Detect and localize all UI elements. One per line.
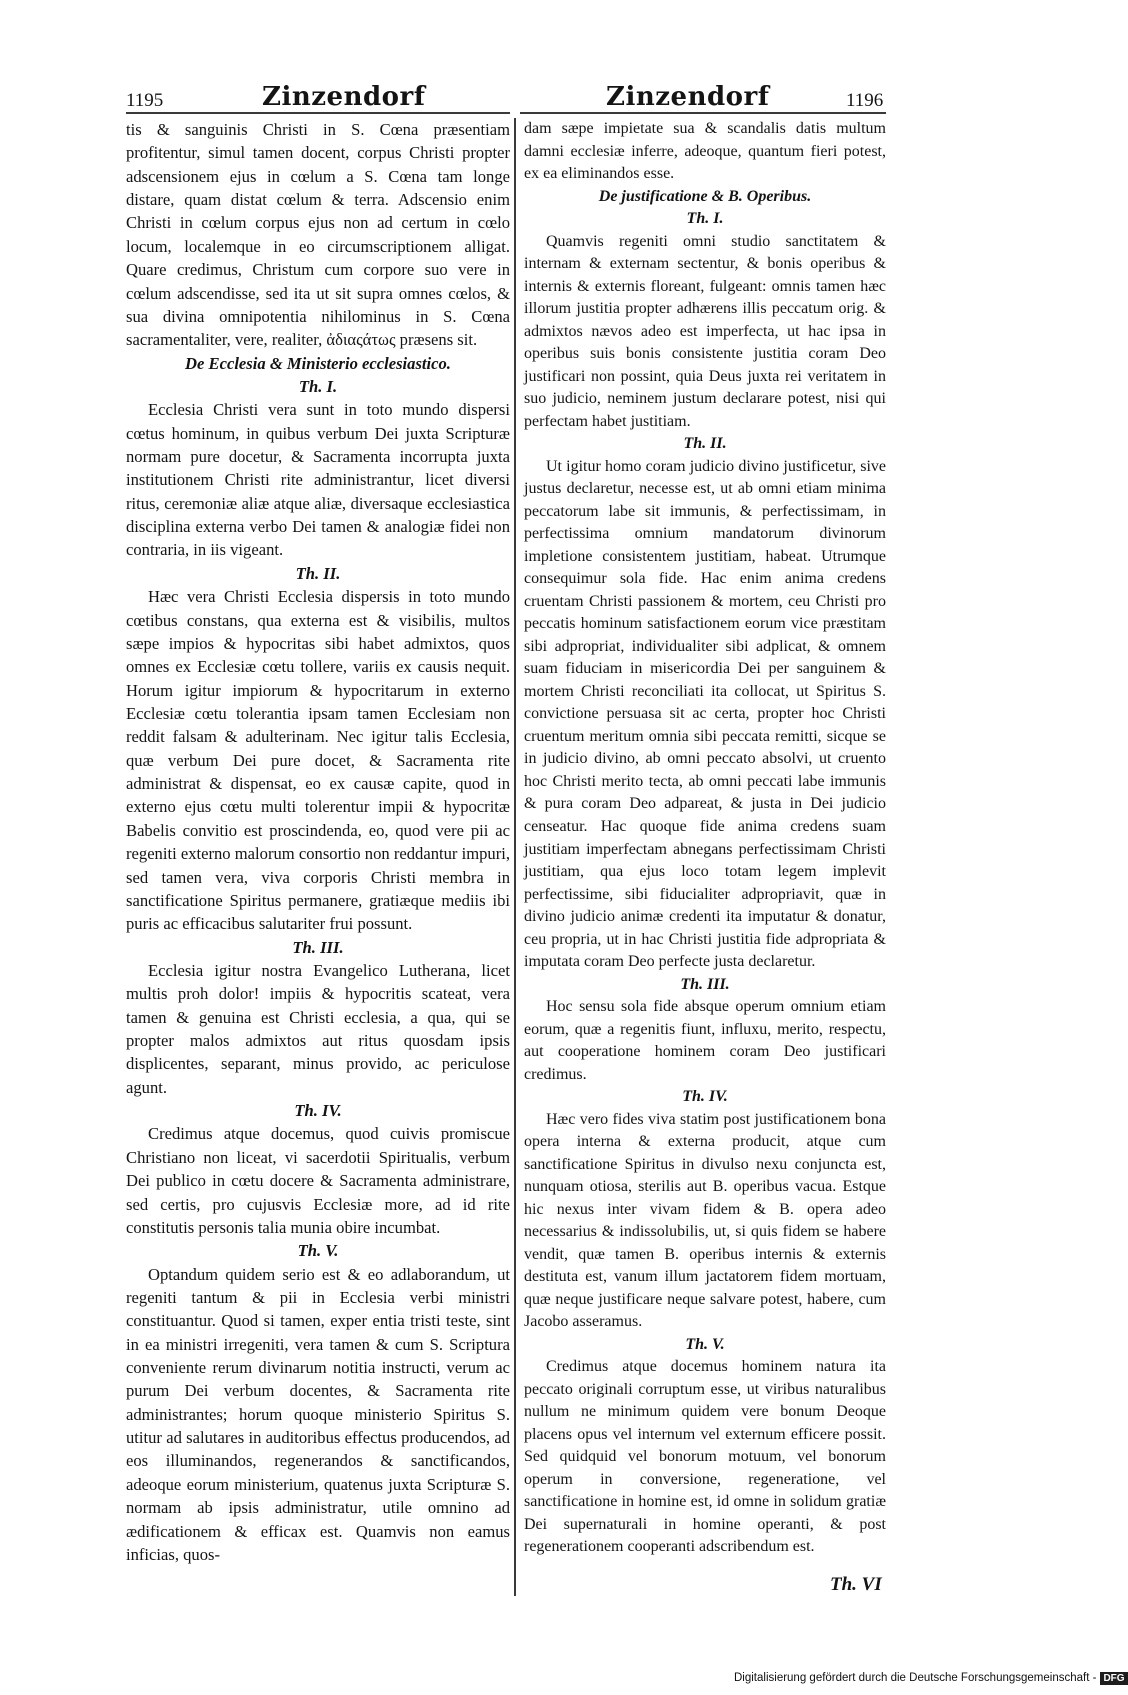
continued-paragraph: dam sæpe impietate sua & scandalis datis multum damni ecclesiæ inferre, adeoque, quantum fieri potest, ex ea eliminandos esse. (524, 120, 886, 183)
thesis-paragraph: Optandum quidem serio est & eo adlaborandum, ut regeniti tantum & pii in Ecclesia verbi ministri constituantur. Quod si tamen, exper entia tristi teste, sint in ea ministri irregeniti, vera tamen & cum S. Scriptura conveniente rerum divinarum notitia instructi, verum ac purum Dei verbum docentes, & Sacramenta rite administrantes; horum quoque ministerio Spiritus S. utitur ad salutares in auditoribus effectus producendos, ad eos illuminandos, regenerandos & sanctificandos, adeoque eorum ministerium, quatenus juxta Scripturæ S. normam ab ipsis administratur, utile omnino ad ædificationem & efficax est. Quamvis non eamus inficias, quos- (126, 1264, 510, 1564)
left-running-title: Zinzendorf (262, 82, 426, 112)
right-page-number: 1196 (846, 90, 884, 111)
section-heading: De Ecclesia & Ministerio ecclesiastico. (185, 353, 451, 373)
thesis-paragraph: Hoc sensu sola fide absque operum omnium etiam eorum, quæ a regenitis fiunt, influxu, merito, respectu, aut cooperatione hominem coram Deo justificari credimus. (524, 998, 886, 1083)
continued-paragraph: tis & sanguinis Christi in S. Cœna præsentiam profitentur, simul tamen docent, corpus Christi propter adscensionem ejus in cœlum a S. Cœna tam longe distare, quam distat cœlum & terra. Adscensio enim Christi in cœlum corpus ejus non ad certum in cœlo locum, localemque in eo circumscriptionem alligat. Quare credimus, Christum cum corpore suo vere in cœlum adscendisse, sed ita ut sit supra omnes cœlos, & sua divina omnipotentia nihilominus in S. Cœna sacramentaliter, vere, realiter, ἀδιαςάτως præsens sit. (126, 120, 510, 350)
thesis-paragraph: Hæc vera Christi Ecclesia dispersis in toto mundo cœtibus constans, qua externa est & visibilis, multos sæpe impios & hypocritas sibi habet admixtos, quos omnes ex Ecclesiæ cœtu tollere, variis ex causis nequit. Horum igitur impiorum & hypocritarum in externo Ecclesiæ cœtu tolerantia ipsam tamen Ecclesiam non reddit falsam & adulterinam. Nec igitur talis Ecclesia, quæ verbum Dei pure docet, & Sacramenta rite administrat & dispensat, eo ex causæ capite, quod in externo ejus cœtu multi tolerentur impii & hypocritæ Babelis convitio est proscindenda, eo, quod vere pii ac regeniti externo malorum consortio non reddantur impuri, sed tamen vera, viva corporis Christi membra in sanctificatione Spiritus permanere, gratiæque mediis ibi puris ac efficacibus salutariter frui possunt. (126, 587, 510, 934)
left-page-number: 1195 (126, 90, 164, 111)
right-running-title: Zinzendorf (606, 82, 770, 112)
thesis-paragraph: Ut igitur homo coram judicio divino justificetur, sive justus declaretur, necesse est, ut ab omni etiam minima peccatorum labe sit immunis, & perfectissimam, in perfectissima omnium mandatorum divinorum impletione consistentem justitiam, habeat. Utrumque consequimur sola fide. Hac enim anima credens cruentam Christi passionem & mortem, ceu Christi pro peccatis hominum satisfactionem eorum vice præstitam sibi adpropriat, individualiter sibi adplicat, & omnem suam fiduciam in misericordia Dei per sanguinem & mortem Christi reconciliati ita collocat, ut Spiritus S. convictione persuasa sit ac certa, propter hoc Christi cruentum meritum omnia sibi peccata remitti, sicque se in judicio divino, ab omni peccato absolvi, ut cruento hoc Christi merito tecta, ab omni peccati labe immunis & pura coram Deo adpareat, & justa in Dei judicio censeatur. Hac quoque fide anima credens suam justitiam imperfectam abnegans perfectissimam Christi justitiam, qua ejus loco totam legem implevit perfectissime, sibi fiducialiter adpropriavit, quæ in divino judicio animæ credenti ita imputatur & donatur, ceu propria, ut in hac Christi justitia fide adpropriata & imputata coram Deo perfecte justa declaretur. (524, 457, 886, 971)
thesis-label: Th. IV. (682, 1088, 728, 1106)
left-header-rule (126, 112, 510, 114)
thesis-paragraph: Ecclesia igitur nostra Evangelico Lutherana, licet multis proh dolor! impiis & hypocritis scateat, vera tamen & genuina est Christi ecclesia, a qua, qui se propter malos admixtos aut ritus quosdam ipsis displicentes, separant, minus provido, ac periculose agunt. (126, 960, 510, 1097)
section-heading: De justificatione & B. Operibus. (598, 187, 812, 205)
thesis-paragraph: Credimus atque docemus hominem natura ita peccato originali corruptum esse, ut viribus naturalibus nullum ne minimum quidem vere bonum Deoque placens opus vel internum vel externum efficere possit. Sed quidquid vel bonorum motuum, vel bonorum operum in conversione, regeneratione, vel sanctificatione in homine est, id omne in solidum gratiæ Dei supernaturali in homine operanti, & post regenerationem cooperanti adscribendum est. (524, 1358, 886, 1556)
right-header-rule (520, 112, 886, 114)
thesis-label: Th. I. (686, 210, 724, 228)
digitization-credit (734, 1672, 1128, 1685)
catchword: Th. VI (830, 1574, 882, 1595)
thesis-label: Th. V. (297, 1241, 339, 1261)
column-divider (514, 118, 516, 1596)
thesis-paragraph: Hæc vero fides viva statim post justificationem bona opera interna & externa producit, atque cum sanctificatione Spiritus in divulso nexu conjuncta est, nunquam otiosa, sterilis aut B. operibus vacua. Estque hic nexus inter vivam fidem & B. opera adeo necessarius & indissolubilis, ut, si quis fidem se habere vendit, quæ tamen B. operibus internis & externis destituta est, vanum illum jactatorem fidem mortuam, quæ neque justificare neque salvare potest, habere, cum Jacobo asseramus. (524, 1110, 886, 1331)
thesis-paragraph: Quamvis regeniti omni studio sanctitatem & internam & externam sectentur, & bonis operibus & internis & externis floreant, fulgeant: omnis tamen hæc illorum justitia propter adhærens illis peccatum orig. & admixtos nævos adeo est imperfecta, ut hac ipsa in operibus suis bonis consistente justitia coram Deo justificari non possint, quia Deus juxta rei veritatem in suo judicio, neminem justum declarare potest, nisi qui perfectam habet justitiam. (524, 232, 886, 430)
thesis-label: Th. I. (298, 376, 338, 396)
thesis-label: Th. II. (295, 563, 341, 583)
thesis-label: Th. III. (292, 937, 344, 957)
thesis-label: Th. II. (683, 435, 727, 453)
left-column (126, 118, 510, 1566)
thesis-label: Th. V. (685, 1335, 725, 1353)
thesis-paragraph: Ecclesia Christi vera sunt in toto mundo dispersi cœtus hominum, in quibus verbum Dei juxta Scripturæ normam pure docetur, & Sacramenta incorrupta juxta institutionem Christi rite administrantur, licet diversi ritus, ceremoniæ aliæ atque aliæ, diversaque ecclesiastica disciplina externa verbo Dei tamen & analogiæ fidei non contraria, in iis vigeant. (126, 400, 510, 560)
thesis-label: Th. IV. (294, 1101, 342, 1121)
thesis-label: Th. III. (680, 975, 730, 993)
right-column (524, 118, 886, 1559)
credit-text: Digitalisierung gefördert durch die Deutsche Forschungsgemeinschaft - (734, 1672, 1097, 1684)
thesis-paragraph: Credimus atque docemus, quod cuivis promiscue Christiano non liceat, vi sacerdotii Spiritualis, verbum Dei publico in cœtu docere & Sacramenta administrare, sed certis, pro cujusvis Ecclesiæ more, ad id rite constitutis personis talia munia obire incumbat. (126, 1124, 510, 1237)
dfg-logo: DFG (1100, 1672, 1127, 1685)
